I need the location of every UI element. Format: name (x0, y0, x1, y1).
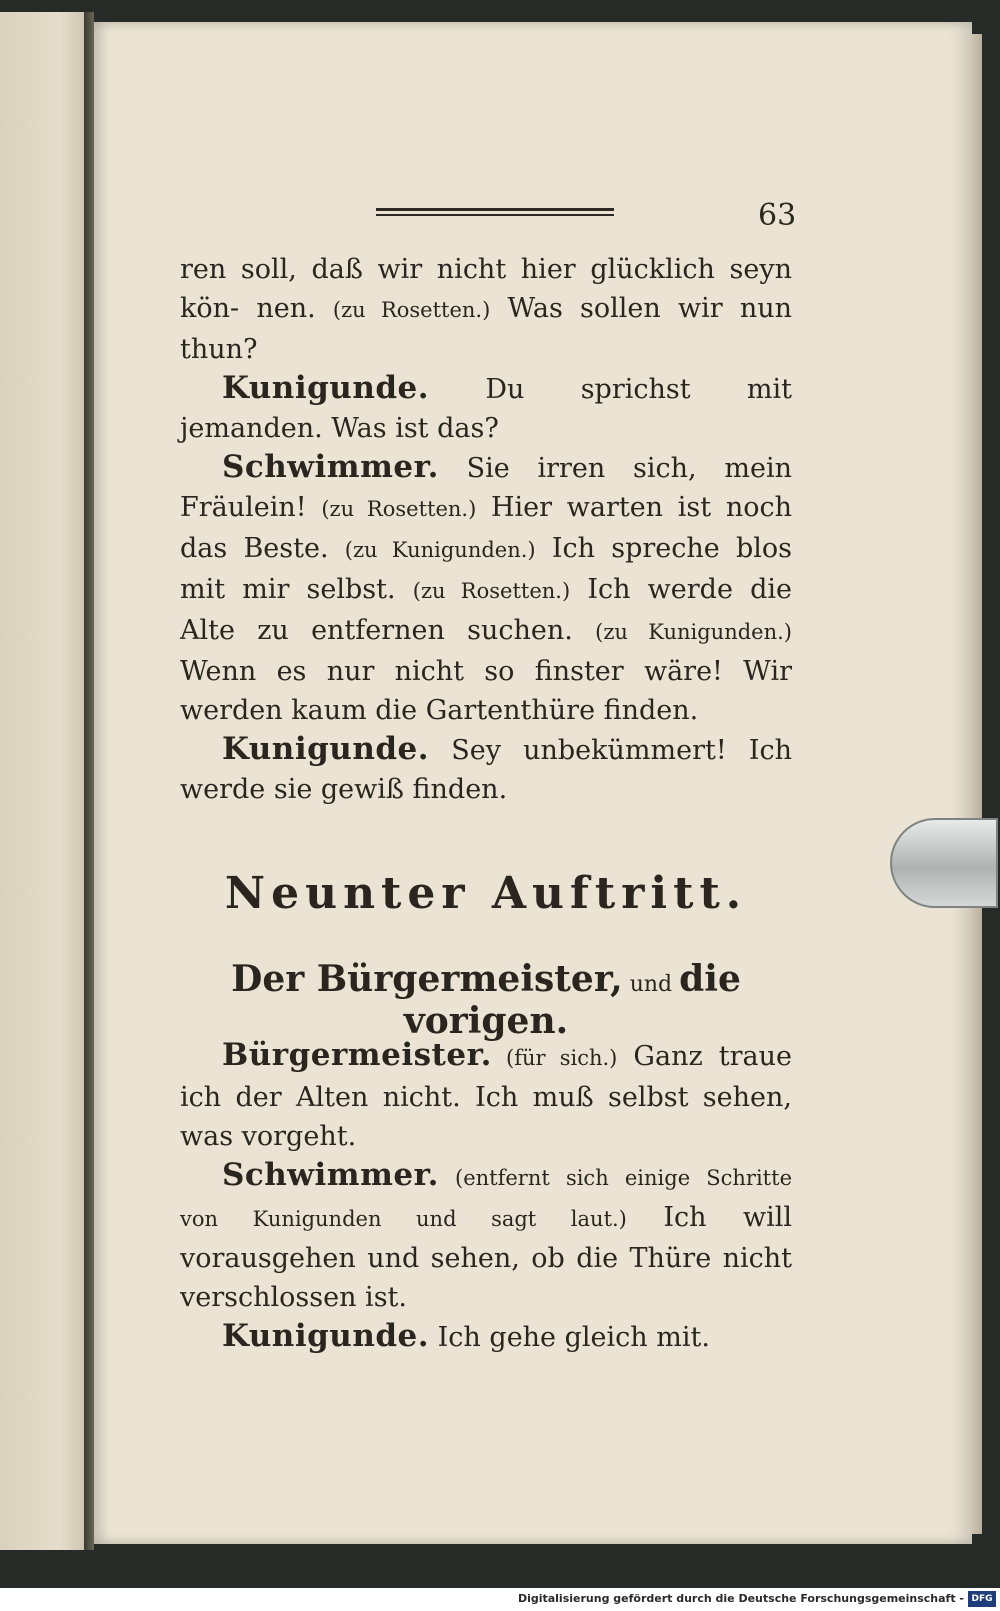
footer-credit: Digitalisierung gefördert durch die Deutsche Forschungsgemeinschaft - (517, 1592, 964, 1605)
dfg-logo-icon: DFG (968, 1591, 996, 1607)
speaker-name: Kunigunde. (222, 370, 430, 406)
scene-title: Neunter Auftritt. (224, 868, 748, 919)
dialogue-text: Wenn es nur nicht so finster wäre! Wir werden kaum die Gartenthüre finden. (180, 656, 792, 726)
header-rule (376, 208, 614, 216)
stage-direction: (für sich.) (491, 1046, 618, 1070)
stage-direction: (zu Kunigunden.) (344, 538, 536, 562)
dialogue-text: Ich gehe gleich mit. (429, 1322, 710, 1353)
dialogue-text: Ganz traue ich der Alten nicht. Ich muß selbst sehen, was vorgeht. (180, 1041, 792, 1152)
page-clip (890, 818, 998, 908)
speaker-name: Schwimmer. (222, 1157, 439, 1193)
page-number: 63 (758, 198, 797, 233)
stage-direction: (zu Kunigunden.) (595, 620, 792, 644)
speaker-name: Kunigunde. (222, 1318, 430, 1354)
dialogue-text: Ich will vorausgehen und sehen, ob die Thüre nicht verschlossen ist. (180, 1202, 792, 1313)
speaker-name: Schwimmer. (222, 449, 439, 485)
stage-direction: (entfernt sich einige Schritte von Kunigunden und sagt laut.) (180, 1166, 792, 1231)
text-span: nen. (256, 293, 333, 324)
dialogue-buergermeister-1 (180, 1036, 792, 1156)
dialogue-text: Sie irren sich, mein Fräulein! (180, 453, 792, 523)
text-block-bottom (180, 1036, 792, 1357)
speaker-name: Bürgermeister. (222, 1037, 492, 1073)
dialogue-schwimmer-1 (180, 448, 792, 730)
dialogue-schwimmer-2 (180, 1156, 792, 1317)
footer-bar (0, 1588, 1000, 1611)
speaker-name: Kunigunde. (222, 731, 430, 767)
stage-direction: (zu Rosetten.) (321, 497, 477, 521)
dialogue-text: Hier warten ist noch das Beste. (180, 492, 792, 564)
text-span: Was sollen wir nun thun? (180, 293, 792, 365)
cast-text: die vorigen. (403, 958, 741, 1042)
scene-cast (180, 958, 792, 1042)
stage-direction: (zu Rosetten.) (412, 579, 571, 603)
dialogue-text: Ich werde die Alte zu entfernen suchen. (180, 574, 792, 646)
cast-text: Der Bürgermeister, (231, 958, 623, 1000)
text-span: ren soll, daß wir nicht hier glücklich seyn kön- (180, 254, 792, 324)
dialogue-text: Ich spreche blos mit mir selbst. (180, 533, 792, 605)
dialogue-kunigunde-3 (180, 1317, 792, 1357)
stage-direction: (zu Rosetten.) (332, 298, 491, 322)
left-page-edge (0, 12, 84, 1550)
dialogue-kunigunde-2 (180, 730, 792, 809)
page-stack-edge (968, 34, 982, 1534)
dialogue-text: Sey unbekümmert! Ich werde sie gewiß finden. (180, 735, 792, 805)
book-gutter (84, 12, 94, 1550)
cast-conjunction: und (622, 972, 680, 997)
dialogue-text: Du sprichst mit jemanden. Was ist das? (180, 374, 792, 444)
dialogue-kunigunde-1 (180, 369, 792, 448)
text-line (180, 250, 792, 369)
text-block-top (180, 250, 792, 809)
